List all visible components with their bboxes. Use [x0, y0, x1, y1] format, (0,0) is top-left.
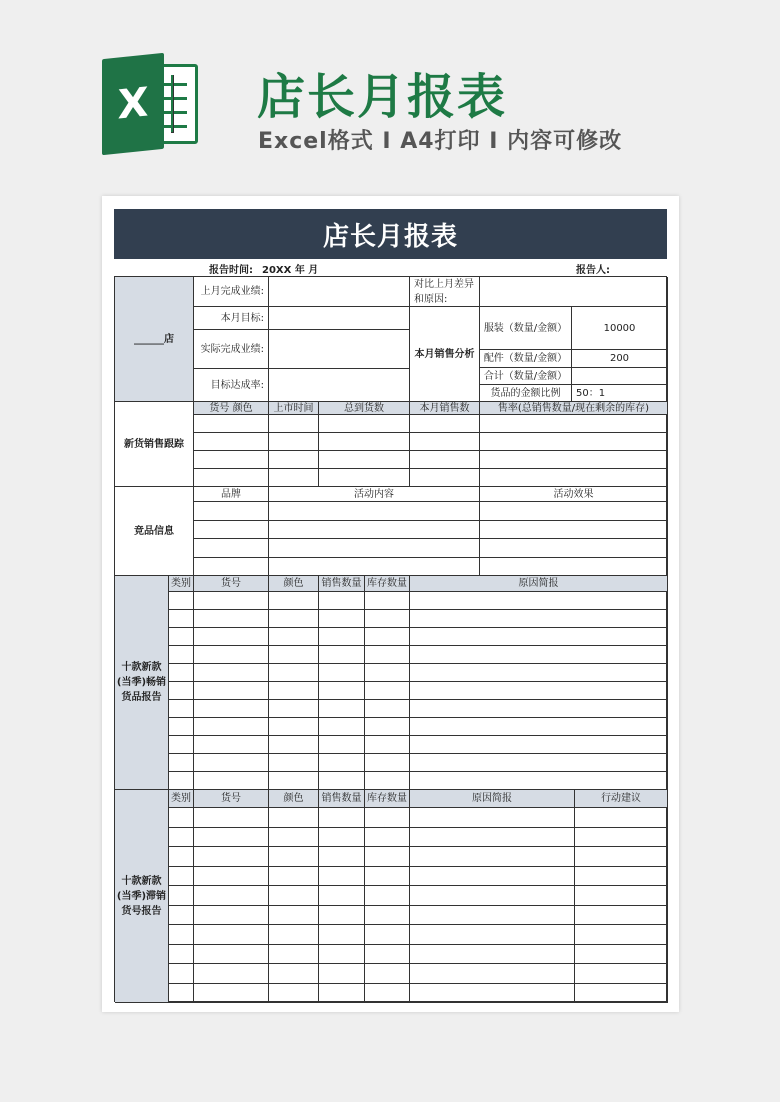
slow-sellers-cell[interactable]	[169, 964, 194, 984]
top-sellers-cell[interactable]	[410, 718, 668, 736]
slow-sellers-cell[interactable]	[575, 828, 668, 848]
slow-sellers-cell[interactable]	[575, 964, 668, 984]
report-time-label: 报告时间:	[209, 265, 253, 276]
slow-sellers-cell[interactable]	[410, 828, 575, 848]
slow-sellers-cell[interactable]	[410, 886, 575, 906]
top-sellers-cell[interactable]	[169, 628, 194, 646]
slow-sellers-cell[interactable]	[269, 867, 319, 887]
competitor-cell[interactable]	[194, 539, 269, 558]
slow-sellers-cell[interactable]	[410, 984, 575, 1004]
competitor-cell[interactable]	[194, 502, 269, 521]
analysis-item-value: 200	[572, 350, 668, 368]
new-goods-cell[interactable]	[410, 469, 480, 487]
top-sellers-cell[interactable]	[194, 592, 269, 610]
top-sellers-cell[interactable]	[319, 628, 365, 646]
slow-sellers-cell[interactable]	[365, 984, 410, 1004]
slow-sellers-cell[interactable]	[169, 828, 194, 848]
top-sellers-cell[interactable]	[269, 646, 319, 664]
top-sellers-header: 颜色	[269, 576, 319, 592]
slow-sellers-header: 原因简报	[410, 790, 575, 808]
top-sellers-cell[interactable]	[365, 772, 410, 790]
slow-sellers-cell[interactable]	[269, 808, 319, 828]
competitor-header: 品牌	[194, 487, 269, 502]
top-sellers-cell[interactable]	[169, 754, 194, 772]
competitor-cell[interactable]	[480, 521, 668, 540]
slow-sellers-cell[interactable]	[269, 984, 319, 1004]
performance-label: 实际完成业绩:	[194, 330, 269, 369]
performance-value[interactable]	[269, 277, 410, 307]
slow-sellers-cell[interactable]	[194, 847, 269, 867]
slow-sellers-cell[interactable]	[319, 964, 365, 984]
top-sellers-cell[interactable]	[410, 736, 668, 754]
slow-sellers-cell[interactable]	[194, 867, 269, 887]
top-sellers-cell[interactable]	[365, 682, 410, 700]
analysis-item-label: 货品的金额比例	[480, 385, 572, 402]
slow-sellers-header: 类别	[169, 790, 194, 808]
performance-label: 本月目标:	[194, 307, 269, 330]
new-goods-section-label: 新货销售跟踪	[115, 402, 194, 487]
new-goods-cell[interactable]	[410, 415, 480, 433]
top-sellers-cell[interactable]	[194, 610, 269, 628]
slow-sellers-cell[interactable]	[319, 828, 365, 848]
performance-value[interactable]	[269, 369, 410, 402]
new-goods-header: 货号 颜色	[194, 402, 269, 415]
slow-sellers-cell[interactable]	[410, 945, 575, 965]
competitor-cell[interactable]	[269, 558, 480, 577]
top-sellers-cell[interactable]	[169, 646, 194, 664]
slow-sellers-cell[interactable]	[194, 984, 269, 1004]
slow-sellers-cell[interactable]	[194, 808, 269, 828]
top-sellers-cell[interactable]	[365, 664, 410, 682]
reporter-label: 报告人:	[576, 265, 610, 276]
slow-sellers-header: 颜色	[269, 790, 319, 808]
top-sellers-cell[interactable]	[410, 628, 668, 646]
top-sellers-cell[interactable]	[169, 736, 194, 754]
top-sellers-cell[interactable]	[319, 664, 365, 682]
competitor-cell[interactable]	[194, 521, 269, 540]
top-sellers-cell[interactable]	[269, 610, 319, 628]
slow-sellers-cell[interactable]	[365, 925, 410, 945]
top-sellers-cell[interactable]	[319, 610, 365, 628]
slow-sellers-cell[interactable]	[169, 945, 194, 965]
slow-sellers-cell[interactable]	[575, 808, 668, 828]
slow-sellers-cell[interactable]	[410, 906, 575, 926]
slow-sellers-cell[interactable]	[269, 964, 319, 984]
competitor-cell[interactable]	[480, 539, 668, 558]
new-goods-cell[interactable]	[319, 451, 410, 469]
slow-sellers-cell[interactable]	[269, 847, 319, 867]
competitor-header: 活动内容	[269, 487, 480, 502]
top-sellers-cell[interactable]	[269, 682, 319, 700]
slow-sellers-cell[interactable]	[365, 945, 410, 965]
top-sellers-cell[interactable]	[319, 736, 365, 754]
slow-sellers-cell[interactable]	[365, 906, 410, 926]
top-sellers-cell[interactable]	[194, 736, 269, 754]
compare-label: 对比上月差异和原因:	[410, 277, 480, 307]
slow-sellers-cell[interactable]	[365, 964, 410, 984]
slow-sellers-cell[interactable]	[169, 906, 194, 926]
top-sellers-cell[interactable]	[319, 772, 365, 790]
top-sellers-cell[interactable]	[269, 700, 319, 718]
top-sellers-cell[interactable]	[194, 628, 269, 646]
slow-sellers-header: 货号	[194, 790, 269, 808]
top-sellers-cell[interactable]	[410, 772, 668, 790]
top-sellers-section-label: 十款新款(当季)畅销货品报告	[115, 576, 169, 790]
performance-value[interactable]	[269, 330, 410, 369]
top-sellers-header: 库存数量	[365, 576, 410, 592]
competitor-header: 活动效果	[480, 487, 668, 502]
slow-sellers-cell[interactable]	[365, 867, 410, 887]
top-sellers-cell[interactable]	[365, 736, 410, 754]
analysis-item-value: 10000	[572, 307, 668, 350]
top-sellers-cell[interactable]	[319, 646, 365, 664]
top-sellers-cell[interactable]	[194, 718, 269, 736]
slow-sellers-cell[interactable]	[169, 847, 194, 867]
top-sellers-cell[interactable]	[319, 718, 365, 736]
top-sellers-cell[interactable]	[410, 664, 668, 682]
top-sellers-cell[interactable]	[169, 592, 194, 610]
new-goods-cell[interactable]	[194, 469, 269, 487]
slow-sellers-cell[interactable]	[194, 925, 269, 945]
slow-sellers-cell[interactable]	[194, 906, 269, 926]
new-goods-cell[interactable]	[194, 451, 269, 469]
slow-sellers-cell[interactable]	[169, 886, 194, 906]
performance-value[interactable]	[269, 307, 410, 330]
new-goods-cell[interactable]	[480, 415, 668, 433]
slow-sellers-cell[interactable]	[319, 867, 365, 887]
compare-value[interactable]	[480, 277, 668, 307]
top-sellers-cell[interactable]	[269, 592, 319, 610]
slow-sellers-cell[interactable]	[365, 808, 410, 828]
new-goods-header: 上市时间	[269, 402, 319, 415]
analysis-item-value[interactable]	[572, 368, 668, 385]
top-sellers-cell[interactable]	[410, 610, 668, 628]
top-sellers-cell[interactable]	[169, 718, 194, 736]
competitor-cell[interactable]	[269, 502, 480, 521]
slow-sellers-cell[interactable]	[319, 984, 365, 1004]
competitor-section-label: 竞品信息	[115, 487, 194, 576]
new-goods-cell[interactable]	[319, 433, 410, 451]
top-sellers-cell[interactable]	[269, 664, 319, 682]
top-sellers-header: 销售数量	[319, 576, 365, 592]
top-sellers-cell[interactable]	[169, 610, 194, 628]
new-goods-header: 本月销售数	[410, 402, 480, 415]
slow-sellers-section-label: 十款新款(当季)滞销货号报告	[115, 790, 169, 1003]
slow-sellers-cell[interactable]	[410, 847, 575, 867]
slow-sellers-cell[interactable]	[410, 964, 575, 984]
slow-sellers-cell[interactable]	[575, 925, 668, 945]
top-sellers-header: 货号	[194, 576, 269, 592]
analysis-item-label: 配件（数量/金额）	[480, 350, 572, 368]
new-goods-cell[interactable]	[480, 451, 668, 469]
top-sellers-cell[interactable]	[365, 700, 410, 718]
slow-sellers-cell[interactable]	[410, 925, 575, 945]
banner-subtitle: Excel格式 I A4打印 I 内容可修改	[258, 129, 623, 154]
slow-sellers-cell[interactable]	[194, 886, 269, 906]
slow-sellers-cell[interactable]	[194, 828, 269, 848]
top-sellers-cell[interactable]	[365, 718, 410, 736]
new-goods-cell[interactable]	[269, 433, 319, 451]
new-goods-cell[interactable]	[480, 433, 668, 451]
top-sellers-cell[interactable]	[194, 682, 269, 700]
slow-sellers-cell[interactable]	[410, 808, 575, 828]
slow-sellers-cell[interactable]	[319, 847, 365, 867]
top-sellers-cell[interactable]	[194, 664, 269, 682]
excel-logo-icon: X	[102, 56, 200, 152]
slow-sellers-cell[interactable]	[319, 808, 365, 828]
top-sellers-cell[interactable]	[365, 628, 410, 646]
slow-sellers-header: 行动建议	[575, 790, 668, 808]
new-goods-header: 售率(总销售数量/现在剩余的库存)	[480, 402, 668, 415]
top-sellers-cell[interactable]	[319, 700, 365, 718]
new-goods-cell[interactable]	[194, 415, 269, 433]
new-goods-cell[interactable]	[319, 469, 410, 487]
top-sellers-cell[interactable]	[365, 592, 410, 610]
banner-title: 店长月报表	[257, 69, 508, 125]
top-sellers-cell[interactable]	[319, 682, 365, 700]
performance-label: 上月完成业绩:	[194, 277, 269, 307]
slow-sellers-cell[interactable]	[269, 828, 319, 848]
analysis-label: 本月销售分析	[410, 307, 480, 402]
slow-sellers-cell[interactable]	[365, 847, 410, 867]
top-sellers-cell[interactable]	[194, 772, 269, 790]
top-sellers-cell[interactable]	[169, 664, 194, 682]
competitor-cell[interactable]	[480, 502, 668, 521]
report-time-value: 20XX 年 月	[262, 265, 319, 276]
new-goods-cell[interactable]	[194, 433, 269, 451]
slow-sellers-cell[interactable]	[269, 886, 319, 906]
new-goods-cell[interactable]	[269, 415, 319, 433]
top-sellers-cell[interactable]	[410, 592, 668, 610]
analysis-item-label: 服装（数量/金额）	[480, 307, 572, 350]
analysis-item-value: 50：1	[572, 385, 668, 402]
slow-sellers-cell[interactable]	[575, 945, 668, 965]
slow-sellers-cell[interactable]	[169, 808, 194, 828]
slow-sellers-header: 库存数量	[365, 790, 410, 808]
top-sellers-cell[interactable]	[269, 718, 319, 736]
slow-sellers-cell[interactable]	[575, 984, 668, 1004]
slow-sellers-cell[interactable]	[575, 867, 668, 887]
top-sellers-cell[interactable]	[410, 646, 668, 664]
slow-sellers-cell[interactable]	[269, 906, 319, 926]
slow-sellers-cell[interactable]	[269, 945, 319, 965]
top-sellers-cell[interactable]	[410, 700, 668, 718]
new-goods-cell[interactable]	[480, 469, 668, 487]
top-sellers-cell[interactable]	[269, 736, 319, 754]
slow-sellers-cell[interactable]	[319, 945, 365, 965]
top-sellers-cell[interactable]	[319, 754, 365, 772]
slow-sellers-cell[interactable]	[575, 886, 668, 906]
slow-sellers-cell[interactable]	[575, 906, 668, 926]
top-sellers-cell[interactable]	[194, 700, 269, 718]
analysis-item-label: 合计（数量/金额）	[480, 368, 572, 385]
slow-sellers-cell[interactable]	[269, 925, 319, 945]
top-sellers-cell[interactable]	[269, 754, 319, 772]
top-sellers-cell[interactable]	[365, 610, 410, 628]
top-sellers-cell[interactable]	[194, 646, 269, 664]
report-grid	[114, 276, 667, 1002]
top-sellers-cell[interactable]	[269, 628, 319, 646]
top-sellers-header: 类别	[169, 576, 194, 592]
top-sellers-cell[interactable]	[319, 592, 365, 610]
top-sellers-cell[interactable]	[365, 754, 410, 772]
top-sellers-header: 原因简报	[410, 576, 668, 592]
top-sellers-cell[interactable]	[169, 772, 194, 790]
banner	[0, 0, 780, 180]
top-sellers-cell[interactable]	[365, 646, 410, 664]
top-sellers-cell[interactable]	[169, 682, 194, 700]
slow-sellers-cell[interactable]	[319, 886, 365, 906]
new-goods-cell[interactable]	[410, 451, 480, 469]
top-sellers-cell[interactable]	[194, 754, 269, 772]
top-sellers-cell[interactable]	[410, 754, 668, 772]
slow-sellers-cell[interactable]	[319, 906, 365, 926]
sheet-title: 店长月报表	[114, 209, 667, 259]
performance-label: 目标达成率:	[194, 369, 269, 402]
competitor-cell[interactable]	[269, 539, 480, 558]
slow-sellers-cell[interactable]	[169, 984, 194, 1004]
competitor-cell[interactable]	[480, 558, 668, 577]
new-goods-cell[interactable]	[410, 433, 480, 451]
slow-sellers-cell[interactable]	[169, 867, 194, 887]
slow-sellers-cell[interactable]	[575, 847, 668, 867]
new-goods-cell[interactable]	[269, 469, 319, 487]
new-goods-header: 总到货数	[319, 402, 410, 415]
slow-sellers-cell[interactable]	[319, 925, 365, 945]
slow-sellers-cell[interactable]	[365, 828, 410, 848]
top-sellers-cell[interactable]	[410, 682, 668, 700]
slow-sellers-header: 销售数量	[319, 790, 365, 808]
new-goods-cell[interactable]	[269, 451, 319, 469]
competitor-cell[interactable]	[194, 558, 269, 577]
competitor-cell[interactable]	[269, 521, 480, 540]
top-sellers-cell[interactable]	[169, 700, 194, 718]
store-name-label: ______店	[115, 277, 194, 402]
new-goods-cell[interactable]	[319, 415, 410, 433]
top-sellers-cell[interactable]	[269, 772, 319, 790]
slow-sellers-cell[interactable]	[410, 867, 575, 887]
slow-sellers-cell[interactable]	[169, 925, 194, 945]
slow-sellers-cell[interactable]	[194, 964, 269, 984]
slow-sellers-cell[interactable]	[194, 945, 269, 965]
slow-sellers-cell[interactable]	[365, 886, 410, 906]
